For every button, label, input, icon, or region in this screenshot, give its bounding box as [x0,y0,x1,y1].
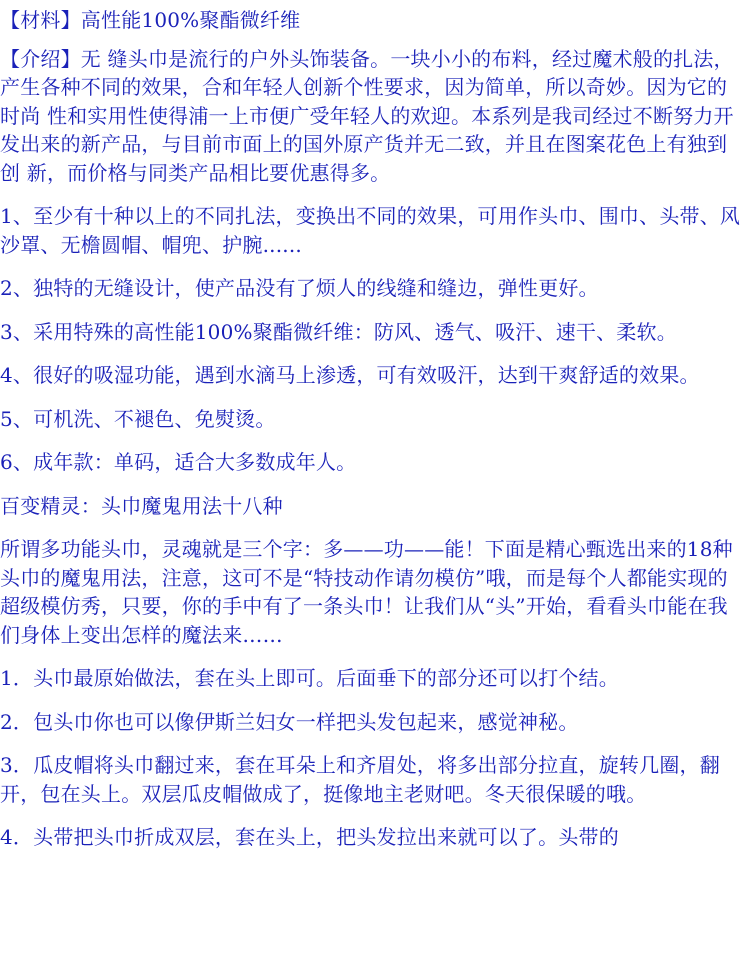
feature-item-5: 5、可机洗、不褪色、免熨烫。 [0,406,276,431]
usage-item-1: 1．头巾最原始做法，套在头上即可。后面垂下的部分还可以打个结。 [0,666,619,690]
usage-item-4: 4．头带把头巾折成双层，套在头上，把头发拉出来就可以了。头带的 [0,825,619,849]
section-intro-paragraph: 所谓多功能头巾，灵魂就是三个字：多——功——能！下面是精心甄选出来的18种头巾的魔鬼用法，注意，这可不是“特技动作请勿模仿”哦，而是每个人都能实现的超级模仿秀，只要，你的手中有了一条头巾！让我们从“头”开始，看看头巾能在我们身体上变出怎样的魔法来…… [0,537,733,647]
product-description-document [0,6,746,867]
usage-item-3: 3．瓜皮帽将头巾翻过来，套在耳朵上和齐眉处，将多出部分拉直，旋转几圈，翻开，包在头上。双层瓜皮帽做成了，挺像地主老财吧。冬天很保暖的哦。 [0,753,720,806]
introduction-paragraph: 【介绍】无 缝头巾是流行的户外头饰装备。一块小小的布料，经过魔术般的扎法，产生各种不同的效果，合和年轻人创新个性要求，因为简单，所以奇妙。因为它的时尚 性和实用性使得浦一上市便广受年轻人的欢迎。本系列是我司经过不断努力开发出来的新产品，与目前市面上的国外原产货并无二致，并且在图案花色上有独到创 新，而价格与同类产品相比要优惠得多。 [0,46,734,185]
usage-item-2: 2．包头巾你也可以像伊斯兰妇女一样把头发包起来，感觉神秘。 [0,709,579,734]
material-line: 【材料】高性能100%聚酯微纤维 [0,8,301,32]
feature-item-4: 4、很好的吸湿功能，遇到水滴马上渗透，可有效吸汗，达到干爽舒适的效果。 [0,363,700,387]
feature-item-1: 1、至少有十种以上的不同扎法，变换出不同的效果，可用作头巾、围巾、头带、风沙罩、无檐圆帽、帽兜、护腕...... [0,204,741,257]
feature-item-2: 2、独特的无缝设计，使产品没有了烦人的线缝和缝边，弹性更好。 [0,276,599,300]
feature-item-6: 6、成年款：单码，适合大多数成年人。 [0,450,357,474]
section-heading: 百变精灵：头巾魔鬼用法十八种 [0,493,283,518]
feature-item-3: 3、采用特殊的高性能100%聚酯微纤维：防风、透气、吸汗、速干、柔软。 [0,319,677,344]
